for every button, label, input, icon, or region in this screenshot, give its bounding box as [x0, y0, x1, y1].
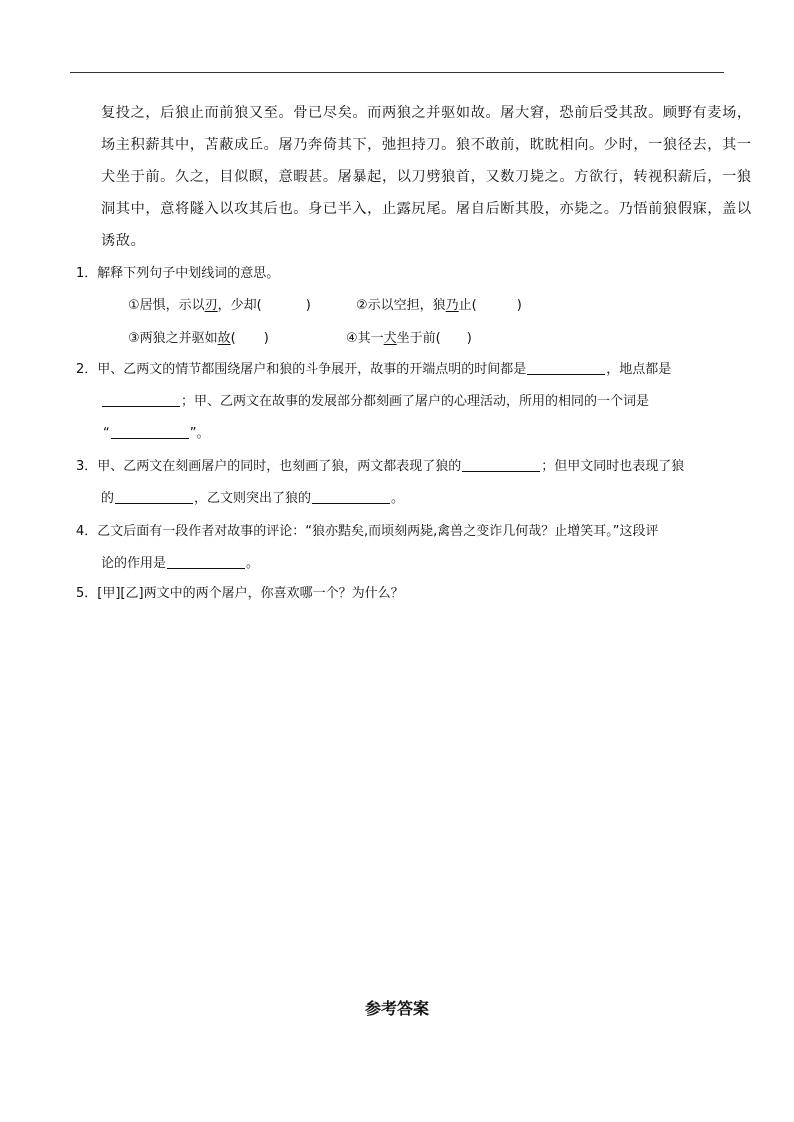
q2-text-1: 甲、乙两文的情节都围绕屠户和狼的斗争展开，故事的开端点明的时间都是: [97, 362, 527, 377]
passage-line-2: 场主积薪其中，苫蔽成丘。屠乃奔倚其下，弛担持刀。狼不敢前，眈眈相向。少时，一狼径去，其一: [101, 137, 752, 153]
q1-item-1-close: ): [305, 298, 311, 313]
q2-blank-place[interactable]: [102, 393, 180, 407]
q1-item-4-underlined-word: 犬: [383, 331, 397, 346]
q1-item-4-post: 坐于前(: [396, 331, 441, 346]
q2-text-2: ；甲、乙两文在故事的发展部分都刻画了屠户的心理活动，所用的相同的一个词是: [181, 394, 650, 409]
q1-item-4: [346, 327, 472, 346]
q1-item-2-close: ): [516, 298, 522, 313]
q1-item-1-underlined-word: 刃: [204, 298, 218, 313]
q1-item-2-underlined-word: 乃: [445, 298, 459, 313]
question-4-line-1: [76, 520, 659, 539]
q5-text: [甲][乙]两文中的两个屠户，你喜欢哪一个？为什么？: [97, 586, 404, 601]
q1-item-1: [128, 294, 311, 313]
question-2-line-2: [101, 390, 649, 409]
question-3-line-2: [101, 487, 404, 506]
q4-blank[interactable]: [167, 555, 245, 569]
q3-blank-3[interactable]: [312, 490, 390, 504]
question-2-line-3: [103, 422, 210, 441]
q2-text-1-end: ，地点都是: [606, 362, 672, 377]
q3-blank-2[interactable]: [115, 490, 193, 504]
q4-text-2-pre: 论的作用是: [101, 556, 167, 571]
passage-line-1: 复投之，后狼止而前狼又至。骨已尽矣。而两狼之并驱如故。屠大窘，恐前后受其敌。顾野有麦场，: [101, 105, 752, 121]
q1-item-2-post: 止(: [458, 298, 477, 313]
q4-text-1: 乙文后面有一段作者对故事的评论：“狼亦黠矣,而顷刻两毙,禽兽之变诈几何哉？止增笑耳。”这段评: [97, 524, 659, 539]
q2-open-quote: “: [103, 426, 110, 441]
q1-item-1-pre: ①居惧，示以: [128, 298, 205, 313]
q2-blank-time[interactable]: [527, 361, 605, 375]
question-number: 3．: [76, 459, 98, 474]
question-3-line-1: [76, 455, 684, 474]
question-2-line-1: [76, 358, 671, 377]
q1-item-3-underlined-word: 故: [217, 331, 231, 346]
q1-item-3-close: ): [263, 331, 269, 346]
question-number: 1．: [76, 266, 98, 281]
q1-item-3-post: (: [230, 331, 236, 346]
passage-line-4: 洞其中，意将隧入以攻其后也。身已半入，止露尻尾。屠自后断其股，亦毙之。乃悟前狼假寐，盖以: [101, 201, 752, 217]
q3-text-2-end: 。: [391, 491, 405, 506]
q4-text-2-end: 。: [246, 556, 260, 571]
passage-line-5: 诱敌。: [101, 233, 146, 249]
q1-item-3: [128, 327, 269, 346]
q1-item-4-pre: ④其一: [346, 331, 384, 346]
q3-text-1-end: ；但甲文同时也表现了狼: [541, 459, 685, 474]
q3-blank-1[interactable]: [462, 458, 540, 472]
question-text: 解释下列句子中划线词的意思。: [97, 266, 280, 281]
passage-line-3: 犬坐于前。久之，目似瞑，意暇甚。屠暴起，以刀劈狼首，又数刀毙之。方欲行，转视积薪后，一狼: [101, 169, 752, 185]
q1-item-2-pre: ②示以空担，狼: [356, 298, 446, 313]
answers-title: 参考答案: [364, 999, 429, 1018]
q1-item-4-close: ): [466, 331, 472, 346]
header-rule: [70, 72, 724, 73]
question-number: 4．: [76, 524, 98, 539]
q3-text-2-mid: ，乙文则突出了狼的: [194, 491, 312, 506]
question-number: 5．: [76, 586, 98, 601]
question-4-line-2: [101, 552, 259, 571]
q2-blank-word[interactable]: [111, 425, 189, 439]
q1-item-3-pre: ③两狼之并驱如: [128, 331, 218, 346]
q3-text-1: 甲、乙两文在刻画屠户的同时，也刻画了狼，两文都表现了狼的: [97, 459, 462, 474]
question-1: [76, 262, 279, 281]
question-number: 2．: [76, 362, 98, 377]
q1-item-2: [356, 294, 522, 313]
q2-close-quote: ”。: [189, 426, 210, 441]
question-5: [76, 582, 404, 601]
q3-text-2-pre: 的: [101, 491, 115, 506]
q1-item-1-post: ，少却(: [217, 298, 262, 313]
